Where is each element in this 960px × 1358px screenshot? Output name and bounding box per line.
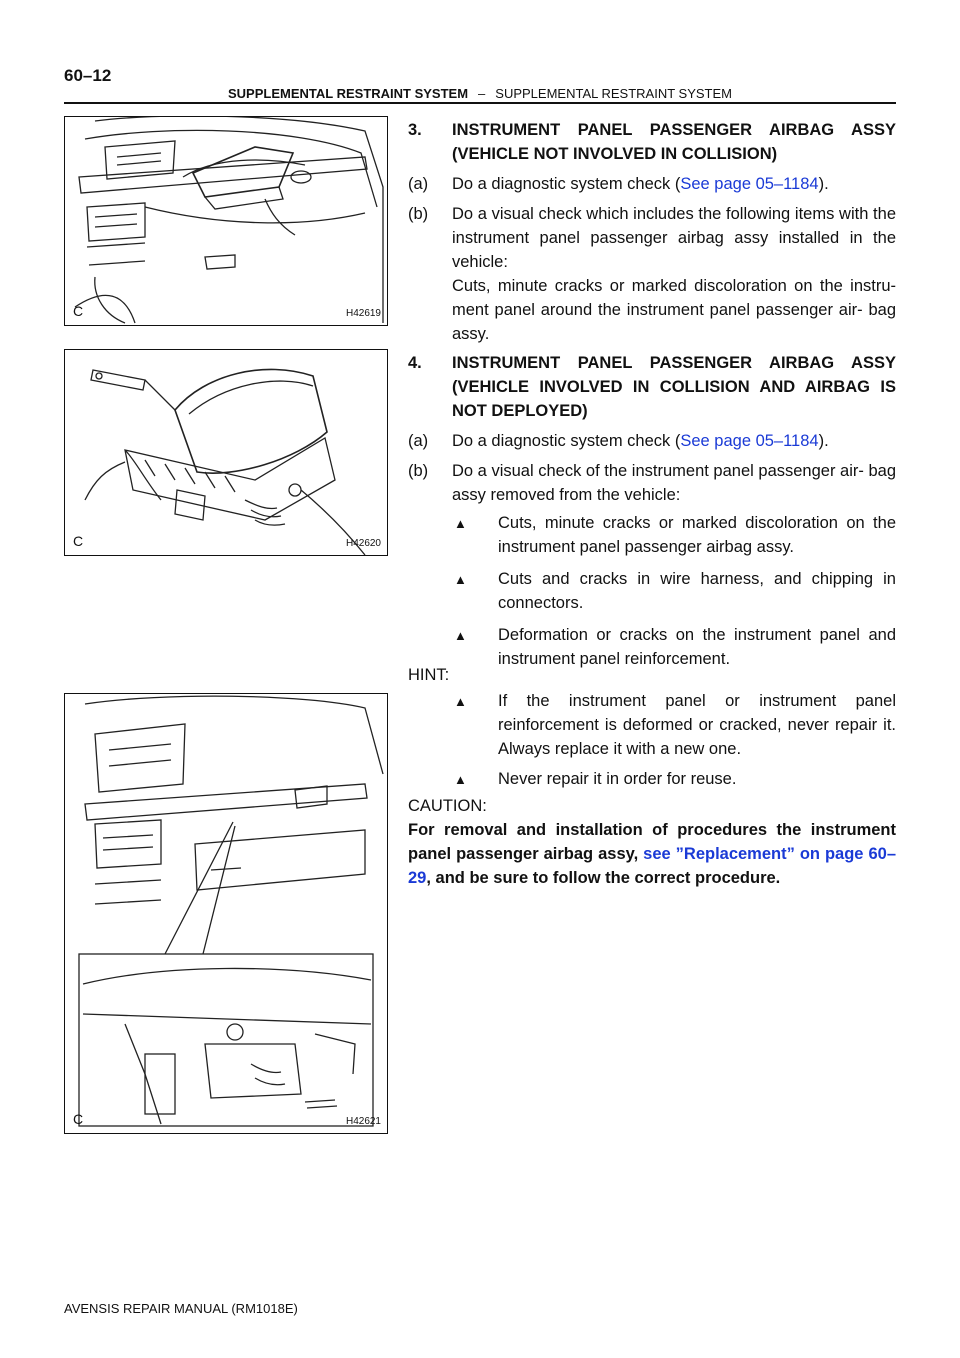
running-header — [64, 86, 896, 101]
figure-dashboard-inspection — [64, 693, 388, 1134]
step-a-text: Do a diagnostic system check ( — [452, 432, 681, 450]
section-3-step-b — [408, 202, 896, 346]
bullet-text: Cuts, minute cracks or marked discoloration on the instrument panel passenger airbag assy. — [498, 514, 896, 556]
airbag-assy-illustration — [65, 350, 387, 555]
step-text — [452, 202, 896, 346]
step-text — [452, 172, 896, 196]
triangle-icon: ▲ — [454, 572, 467, 587]
see-page-link[interactable]: See page 05–1184 — [680, 432, 819, 450]
step-label: (b) — [408, 205, 429, 223]
section-3-number: 3. — [408, 121, 422, 139]
see-page-link[interactable]: See page 05–1184 — [680, 175, 819, 193]
figure-code: H42621 — [345, 1116, 381, 1127]
hint-text: Never repair it in order for reuse. — [498, 770, 737, 788]
check-bullet — [408, 567, 896, 615]
caution-text-before: For removal and installation of procedures the instrument panel passenger airbag assy, — [408, 821, 896, 863]
step-label: (a) — [408, 175, 429, 193]
section-3-title: INSTRUMENT PANEL PASSENGER AIRBAG ASSY (VEHICLE NOT INVOLVED IN COLLISION) — [452, 121, 896, 163]
triangle-icon: ▲ — [454, 772, 467, 787]
caution-text-after: , and be sure to follow the correct procedure. — [426, 869, 781, 887]
footer: AVENSIS REPAIR MANUAL (RM1018E) — [64, 1301, 298, 1316]
triangle-icon: ▲ — [454, 628, 467, 643]
header-section-bold: SUPPLEMENTAL RESTRAINT SYSTEM — [228, 86, 469, 101]
section-4-number: 4. — [408, 354, 422, 372]
figure-code: H42620 — [345, 538, 381, 549]
hint-caution-block — [408, 663, 896, 890]
section-4-heading — [408, 351, 896, 423]
hint-text: If the instrument panel or instrument panel reinforcement is deformed or cracked, never repair it. Always replace it with a new one. — [498, 692, 896, 758]
page-number: 60–12 — [64, 66, 112, 85]
step-label: (a) — [408, 432, 429, 450]
hint-bullet — [408, 689, 896, 761]
check-bullet — [408, 511, 896, 559]
header-rule — [64, 102, 896, 104]
figure-c-label: C — [73, 1111, 84, 1127]
caution-label: CAUTION: — [408, 797, 487, 815]
section-3 — [408, 118, 896, 346]
section-3-step-a — [408, 172, 896, 196]
header-separator: – — [478, 86, 486, 101]
section-4 — [408, 351, 896, 671]
step-b-text: Do a visual check of the instrument panel passenger air- bag assy removed from the vehicle: — [452, 462, 896, 504]
step-a-text: Do a diagnostic system check ( — [452, 175, 681, 193]
caution-text — [408, 818, 896, 890]
header-section: SUPPLEMENTAL RESTRAINT SYSTEM — [495, 86, 732, 101]
hint-bullet — [408, 767, 896, 792]
step-b-text: Do a visual check which includes the following items with the instrument panel passenger airbag assy installed in the vehicle: — [452, 205, 896, 271]
step-b-detail: Cuts, minute cracks or marked discoloration on the instru- ment panel around the instrument panel passenger air- bag assy. — [452, 277, 896, 343]
step-a-end: ). — [818, 432, 829, 450]
figure-airbag-assy — [64, 349, 388, 556]
figure-dashboard-installed — [64, 116, 388, 326]
step-text — [452, 429, 896, 453]
triangle-icon: ▲ — [454, 694, 467, 709]
triangle-icon: ▲ — [454, 516, 467, 531]
hint-label: HINT: — [408, 666, 450, 684]
step-label: (b) — [408, 462, 429, 480]
section-4-step-b — [408, 459, 896, 507]
step-a-end: ). — [818, 175, 829, 193]
bullet-text: Cuts and cracks in wire harness, and chipping in connectors. — [498, 570, 896, 612]
section-4-title: INSTRUMENT PANEL PASSENGER AIRBAG ASSY (VEHICLE INVOLVED IN COLLISION AND AIRBAG IS NOT DEPLOYED) — [452, 354, 896, 420]
figure-c-label: C — [73, 533, 84, 549]
section-3-heading — [408, 118, 896, 166]
section-4-step-a — [408, 429, 896, 453]
figure-c-label: C — [73, 303, 84, 319]
figure-code: H42619 — [345, 308, 381, 319]
bullet-text: Deformation or cracks on the instrument panel and instrument panel reinforcement. — [498, 626, 896, 668]
dashboard-illustration — [65, 117, 387, 325]
dashboard-detail-illustration — [65, 694, 387, 1133]
replacement-link[interactable]: see ”Replacement” on page 60–29 — [408, 845, 896, 887]
